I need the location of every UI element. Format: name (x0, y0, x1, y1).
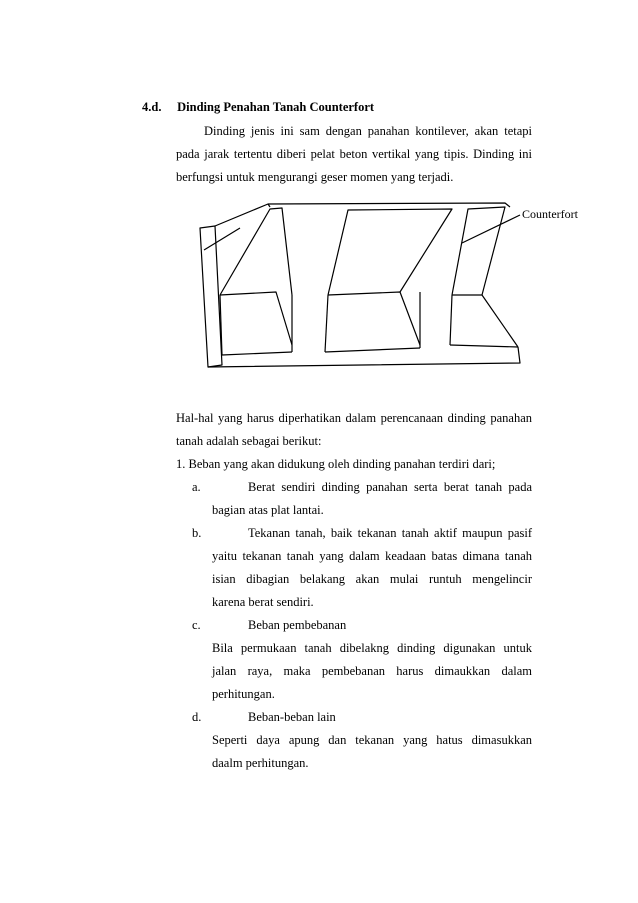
list-item-1: 1. Beban yang akan didukung oleh dinding panahan terdiri dari; (176, 457, 496, 471)
item-d-line-2: daalm perhitungan. (212, 756, 309, 770)
section-title: Dinding Penahan Tanah Counterfort (177, 100, 375, 114)
intro-line-3: berfungsi untuk mengurangi geser momen yang terjadi. (176, 170, 454, 184)
body-line-1: Hal-hal yang harus diperhatikan dalam perencanaan dinding panahan (176, 411, 532, 425)
section-heading (142, 100, 374, 115)
item-b-line-3: isian dibagian belakang akan mulai runtuh mengelincir (212, 572, 532, 586)
intro-line-1: Dinding jenis ini sam dengan panahan kontilever, akan tetapi (204, 124, 532, 138)
item-d-title: Beban-beban lain (248, 710, 336, 724)
section-number: 4.d. (142, 100, 162, 114)
item-d-letter: d. (192, 710, 202, 724)
item-b-line-1: Tekanan tanah, baik tekanan tanah aktif maupun pasif (248, 526, 532, 540)
body-line-2: tanah adalah sebagai berikut: (176, 434, 322, 448)
item-b-line-4: karena berat sendiri. (212, 595, 314, 609)
counterfort-label: Counterfort (522, 207, 578, 221)
item-c-title: Beban pembebanan (248, 618, 347, 632)
counterfort-wall-diagram (190, 195, 540, 380)
item-a-line-2: bagian atas plat lantai. (212, 503, 324, 517)
item-a-letter: a. (192, 480, 201, 494)
item-c-line-3: perhitungan. (212, 687, 275, 701)
item-c-line-1: Bila permukaan tanah dibelakng dinding digunakan untuk (212, 641, 532, 655)
item-d-line-1: Seperti daya apung dan tekanan yang hatus dimasukkan (212, 733, 532, 747)
item-c-letter: c. (192, 618, 201, 632)
item-b-letter: b. (192, 526, 202, 540)
item-c-line-2: jalan raya, maka pembebanan harus dimaukkan dalam (212, 664, 532, 678)
intro-line-2: pada jarak tertentu diberi pelat beton vertikal yang tipis. Dinding ini (176, 147, 532, 161)
item-a-line-1: Berat sendiri dinding panahan serta berat tanah pada (248, 480, 532, 494)
item-b-line-2: yaitu tekanan tanah yang dalam keadaan batas dimana tanah (212, 549, 532, 563)
